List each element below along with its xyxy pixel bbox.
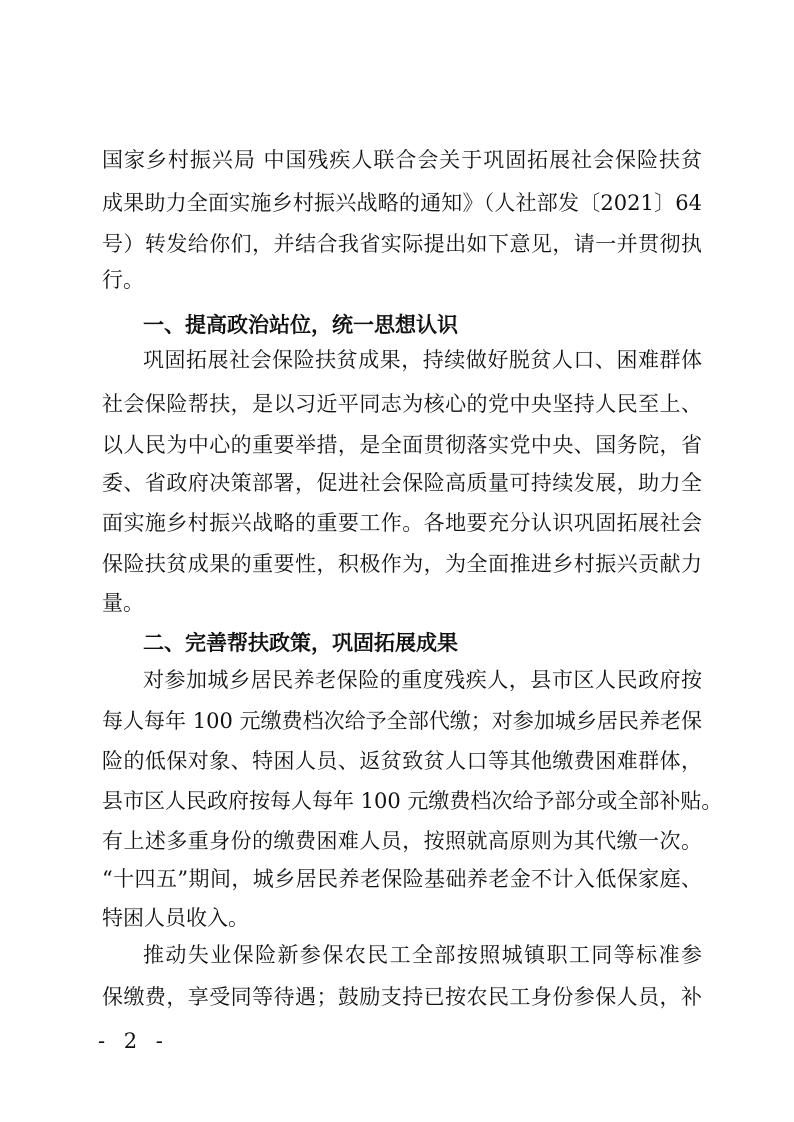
section-1-line-2: 社会保险帮扶，是以习近平同志为核心的党中央坚持人民至上、 [102,392,702,416]
section-1-line-4: 委、省政府决策部署，促进社会保险高质量可持续发展，助力全 [102,471,702,495]
page-number: - 2 - [98,1029,169,1053]
section-2-para-1-line-5: 有上述多重身份的缴费困难人员，按照就高原则为其代缴一次。 [102,829,702,853]
section-1-line-6: 保险扶贫成果的重要性，积极作为，为全面推进乡村振兴贡献力 [102,552,702,576]
section-2-para-2-line-1: 推动失业保险新参保农民工全部按照城镇职工同等标准参 [143,943,702,967]
intro-line-3: 号）转发给你们，并结合我省实际提出如下意见，请一并贯彻执 [102,232,702,256]
section-2-para-1-line-4: 县市区人民政府按每人每年 100 元缴费档次给予部分或全部补贴。 [102,789,723,813]
intro-line-4: 行。 [102,268,144,292]
section-1-line-1: 巩固拓展社会保险扶贫成果，持续做好脱贫人口、困难群体 [143,348,702,372]
section-2-para-1-line-6: “十四五”期间，城乡居民养老保险基础养老金不计入低保家庭、 [102,867,702,891]
section-1-line-7: 量。 [102,591,144,615]
intro-line-2: 成果助力全面实施乡村振兴战略的通知》（人社部发〔2021〕64 [102,191,702,215]
section-1-line-3: 以人民为中心的重要举措，是全面贯彻落实党中央、国务院，省 [102,433,702,457]
section-2-para-1-line-2: 每人每年 100 元缴费档次给予全部代缴；对参加城乡居民养老保 [102,709,702,733]
section-2-para-1-line-1: 对参加城乡居民养老保险的重度残疾人，县市区人民政府按 [143,668,702,692]
section-1-heading: 一、提高政治站位，统一思想认识 [143,313,458,337]
section-2-heading: 二、完善帮扶政策，巩固拓展成果 [143,631,458,655]
section-2-para-1-line-3: 险的低保对象、特困人员、返贫致贫人口等其他缴费困难群体， [102,749,702,773]
intro-line-1: 国家乡村振兴局 中国残疾人联合会关于巩固拓展社会保险扶贫 [102,148,702,172]
section-2-para-2-line-2: 保缴费，享受同等待遇；鼓励支持已按农民工身份参保人员，补 [102,985,702,1009]
section-2-para-1-line-7: 特困人员收入。 [102,906,249,930]
section-1-line-5: 面实施乡村振兴战略的重要工作。各地要充分认识巩固拓展社会 [102,511,702,535]
